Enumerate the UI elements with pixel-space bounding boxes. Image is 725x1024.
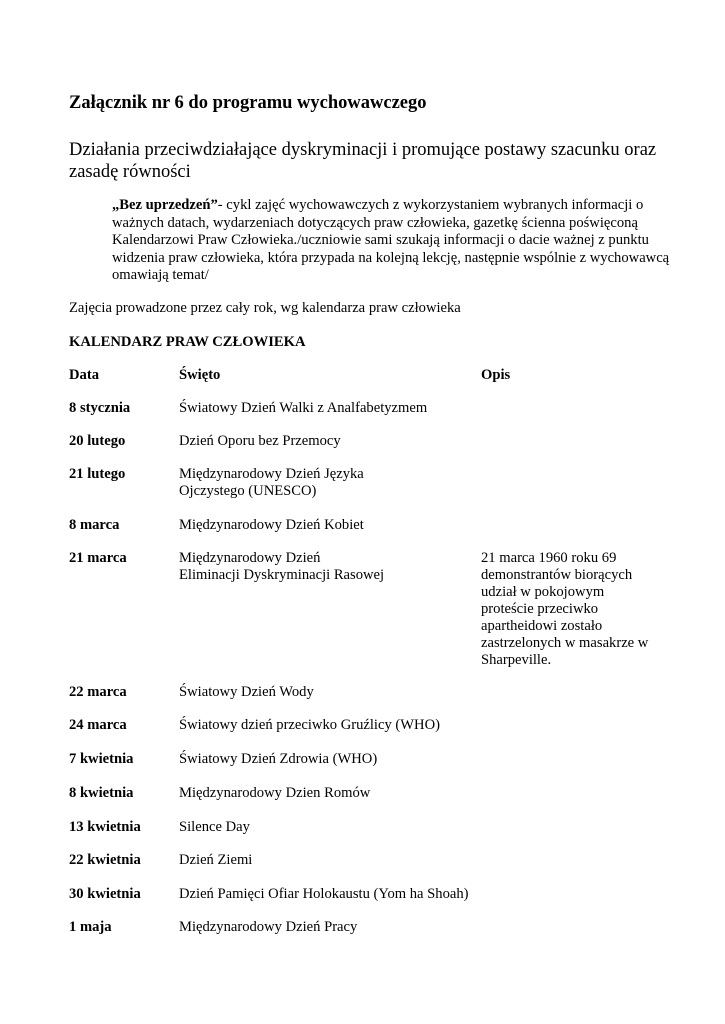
row-name	[179, 751, 474, 768]
row-date: 21 marca	[69, 550, 127, 566]
row-name	[179, 433, 474, 450]
header-desc: Opis	[481, 367, 511, 383]
row-date: 13 kwietnia	[69, 819, 141, 835]
row-name-line: Dzień Pamięci Ofiar Holokaustu (Yom ha Shoah)	[179, 886, 469, 902]
row-desc	[481, 550, 659, 669]
row-name	[179, 852, 474, 869]
row-desc-line: apartheidowi zostało	[481, 618, 603, 634]
row-name	[179, 886, 474, 903]
row-desc-line: proteście przeciwko	[481, 601, 599, 617]
document-subtitle: Działania przeciwdziałające dyskryminacji i promujące postawy szacunku oraz zasadę równości	[69, 140, 657, 182]
row-date: 8 marca	[69, 517, 120, 533]
row-name	[179, 919, 474, 936]
row-name	[179, 684, 474, 701]
row-desc-line: zastrzelonych w masakrze w	[481, 635, 649, 651]
row-name	[179, 717, 474, 734]
row-date: 1 maja	[69, 919, 112, 935]
row-date: 22 marca	[69, 684, 127, 700]
calendar-heading: KALENDARZ PRAW CZŁOWIEKA	[69, 334, 306, 350]
header-date: Data	[69, 367, 99, 383]
row-desc-line: udział w pokojowym	[481, 584, 605, 600]
row-name-line: Światowy dzień przeciwko Gruźlicy (WHO)	[179, 717, 440, 733]
row-name-line: Eliminacji Dyskryminacji Rasowej	[179, 567, 385, 583]
row-name-line: Międzynarodowy Dzień	[179, 550, 321, 566]
row-date: 7 kwietnia	[69, 751, 134, 767]
row-date: 8 stycznia	[69, 400, 131, 416]
row-name-line: Międzynarodowy Dzień Pracy	[179, 919, 358, 935]
row-name-line: Dzień Ziemi	[179, 852, 253, 868]
header-name: Święto	[179, 367, 221, 383]
row-name-line: Międzynarodowy Dzien Romów	[179, 785, 371, 801]
intro-paragraph	[112, 197, 672, 285]
row-name-line: Światowy Dzień Walki z Analfabetyzmem	[179, 400, 428, 416]
intro-text: - cykl zajęć wychowawczych z wykorzystaniem wybranych informacji o ważnych datach, wydarzeniach dotyczących praw człowieka, gazetkę ścienna poświęconą Kalendarzowi Praw Człowieka./uczniowie sami szukają informacji o dacie ważnej z punktu widzenia praw człowieka, która przypada na kolejną lekcję, następnie wspólnie z wychowawcą omawiają temat/	[112, 197, 670, 284]
row-name	[179, 517, 474, 534]
row-desc-line: demonstrantów biorących	[481, 567, 633, 583]
row-date: 8 kwietnia	[69, 785, 134, 801]
row-name-line: Ojczystego (UNESCO)	[179, 483, 317, 499]
row-name-line: Silence Day	[179, 819, 250, 835]
row-name-line: Światowy Dzień Zdrowia (WHO)	[179, 751, 378, 767]
row-date: 24 marca	[69, 717, 127, 733]
document-title: Załącznik nr 6 do programu wychowawczego	[69, 93, 427, 113]
row-desc-line: 21 marca 1960 roku 69	[481, 550, 617, 566]
row-date: 20 lutego	[69, 433, 126, 449]
row-name-line: Międzynarodowy Dzień Języka	[179, 466, 364, 482]
schedule-note: Zajęcia prowadzone przez cały rok, wg kalendarza praw człowieka	[69, 300, 461, 316]
row-desc-line: Sharpeville.	[481, 652, 552, 668]
intro-bold-phrase: „Bez uprzedzeń”	[112, 197, 218, 213]
row-date: 22 kwietnia	[69, 852, 141, 868]
row-name	[179, 819, 474, 836]
row-name-line: Światowy Dzień Wody	[179, 684, 314, 700]
row-name	[179, 785, 474, 802]
row-name	[179, 550, 474, 584]
row-date: 21 lutego	[69, 466, 126, 482]
row-name	[179, 466, 474, 500]
row-name-line: Dzień Oporu bez Przemocy	[179, 433, 341, 449]
row-date: 30 kwietnia	[69, 886, 141, 902]
row-name-line: Międzynarodowy Dzień Kobiet	[179, 517, 364, 533]
row-name	[179, 400, 474, 417]
